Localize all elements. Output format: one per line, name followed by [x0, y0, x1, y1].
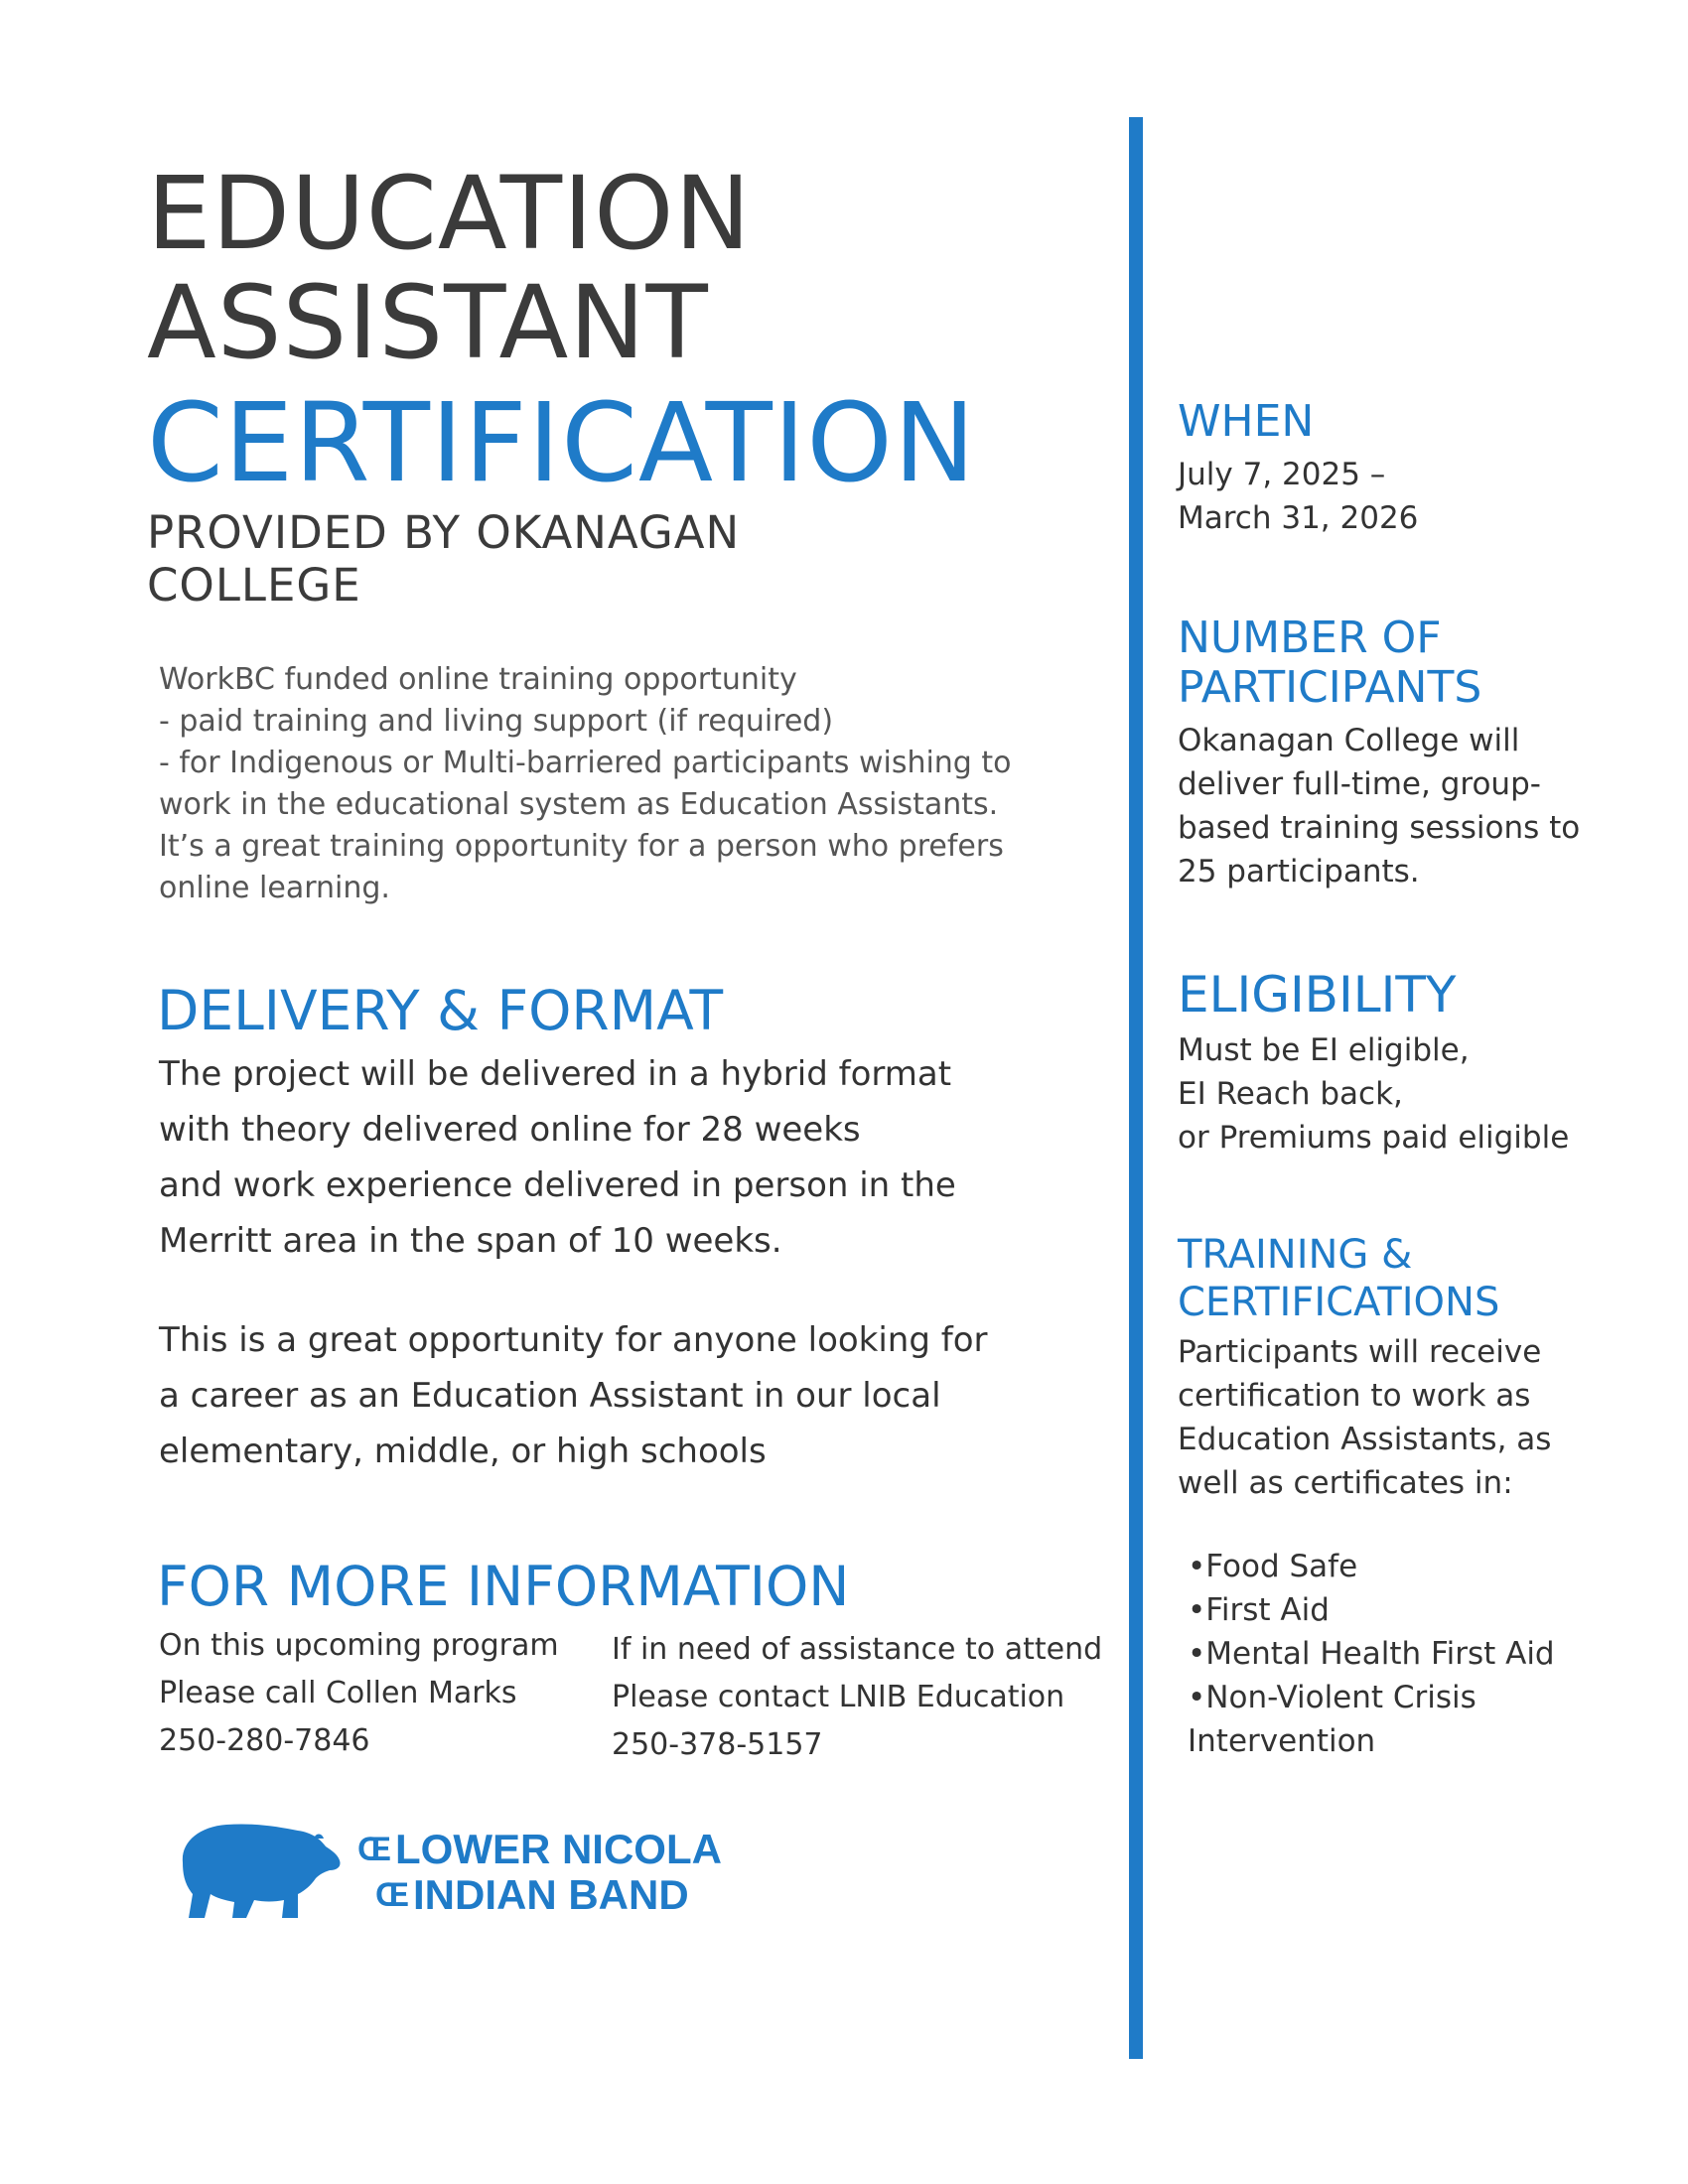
intro-line: - paid training and living support (if required)	[159, 704, 834, 739]
contact-phone: 250-280-7846	[159, 1723, 370, 1758]
intro-line: work in the educational system as Education Assistants.	[159, 787, 999, 822]
training-line: well as certificates in:	[1178, 1465, 1513, 1501]
participants-heading	[1178, 614, 1481, 713]
intro-line: - for Indigenous or Multi-barriered participants wishing to	[159, 746, 1012, 780]
eligibility-line: Must be EI eligible,	[1178, 1032, 1470, 1068]
delivery-line: a career as an Education Assistant in our local	[159, 1376, 941, 1416]
contact-line: If in need of assistance to attend	[612, 1632, 1103, 1667]
logo-line-1: LOWER NICOLA	[395, 1826, 722, 1872]
band-mark-icon: Œ	[375, 1875, 409, 1914]
delivery-line: elementary, middle, or high schools	[159, 1432, 767, 1471]
participants-text	[1178, 719, 1580, 893]
eligibility-line: or Premiums paid eligible	[1178, 1120, 1570, 1156]
bear-icon	[175, 1819, 342, 1924]
intro-line: WorkBC funded online training opportunity	[159, 662, 797, 697]
title-line-3: CERTIFICATION	[147, 379, 977, 506]
provided-by	[147, 506, 740, 612]
participants-heading-line: PARTICIPANTS	[1178, 662, 1482, 713]
title-line-2: ASSISTANT	[147, 264, 709, 382]
participants-line: 25 participants.	[1178, 854, 1420, 889]
certificate-item: Intervention	[1188, 1723, 1376, 1759]
participants-line: deliver full-time, group-	[1178, 766, 1541, 802]
contact-phone: 250-378-5157	[612, 1727, 823, 1762]
delivery-line: with theory delivered online for 28 weeks	[159, 1110, 861, 1150]
certificate-item: •Food Safe	[1188, 1549, 1358, 1584]
logo-row-2	[375, 1872, 722, 1918]
intro-line: It’s a great training opportunity for a person who prefers	[159, 829, 1004, 864]
participants-line: Okanagan College will	[1178, 723, 1520, 758]
eligibility-line: EI Reach back,	[1178, 1076, 1403, 1112]
logo-line-2: INDIAN BAND	[413, 1871, 689, 1918]
training-text	[1178, 1330, 1551, 1505]
when-line: March 31, 2026	[1178, 500, 1419, 536]
provided-by-line: COLLEGE	[147, 559, 361, 612]
when-dates	[1178, 453, 1418, 540]
certificate-list	[1188, 1545, 1555, 1763]
when-line: July 7, 2025 –	[1178, 457, 1386, 492]
participants-line: based training sessions to	[1178, 810, 1581, 846]
delivery-line: Merritt area in the span of 10 weeks.	[159, 1221, 782, 1261]
band-mark-icon: Œ	[357, 1830, 391, 1868]
logo-row-1	[357, 1827, 722, 1872]
delivery-heading: DELIVERY & FORMAT	[157, 979, 724, 1042]
delivery-line: and work experience delivered in person in the	[159, 1165, 956, 1205]
title-line-1: EDUCATION	[147, 155, 752, 273]
band-logo-text	[357, 1827, 722, 1918]
intro-text	[159, 659, 1012, 909]
eligibility-heading: ELIGIBILITY	[1178, 966, 1457, 1024]
training-heading	[1178, 1231, 1499, 1326]
certificate-item: •Mental Health First Aid	[1188, 1636, 1555, 1672]
certificate-item: •Non-Violent Crisis	[1188, 1680, 1477, 1715]
training-line: certification to work as	[1178, 1378, 1531, 1414]
delivery-paragraph-2	[159, 1312, 988, 1479]
contact-left	[159, 1622, 559, 1765]
eligibility-text	[1178, 1028, 1569, 1160]
training-line: Participants will receive	[1178, 1334, 1542, 1370]
contact-right	[612, 1626, 1102, 1769]
training-heading-line: CERTIFICATIONS	[1178, 1280, 1500, 1325]
contact-line: Please call Collen Marks	[159, 1676, 517, 1710]
contact-line: Please contact LNIB Education	[612, 1680, 1065, 1714]
training-line: Education Assistants, as	[1178, 1422, 1552, 1457]
provided-by-line: PROVIDED BY OKANAGAN	[147, 506, 741, 559]
intro-line: online learning.	[159, 871, 390, 905]
when-heading: WHEN	[1178, 396, 1315, 447]
more-info-heading: FOR MORE INFORMATION	[157, 1555, 850, 1618]
vertical-divider	[1129, 117, 1143, 2059]
participants-heading-line: NUMBER OF	[1178, 613, 1442, 663]
contact-line: On this upcoming program	[159, 1628, 559, 1663]
delivery-line: The project will be delivered in a hybrid format	[159, 1054, 952, 1094]
delivery-paragraph-1	[159, 1046, 956, 1269]
certificate-item: •First Aid	[1188, 1592, 1330, 1628]
training-heading-line: TRAINING &	[1178, 1232, 1413, 1278]
delivery-line: This is a great opportunity for anyone looking for	[159, 1320, 988, 1360]
